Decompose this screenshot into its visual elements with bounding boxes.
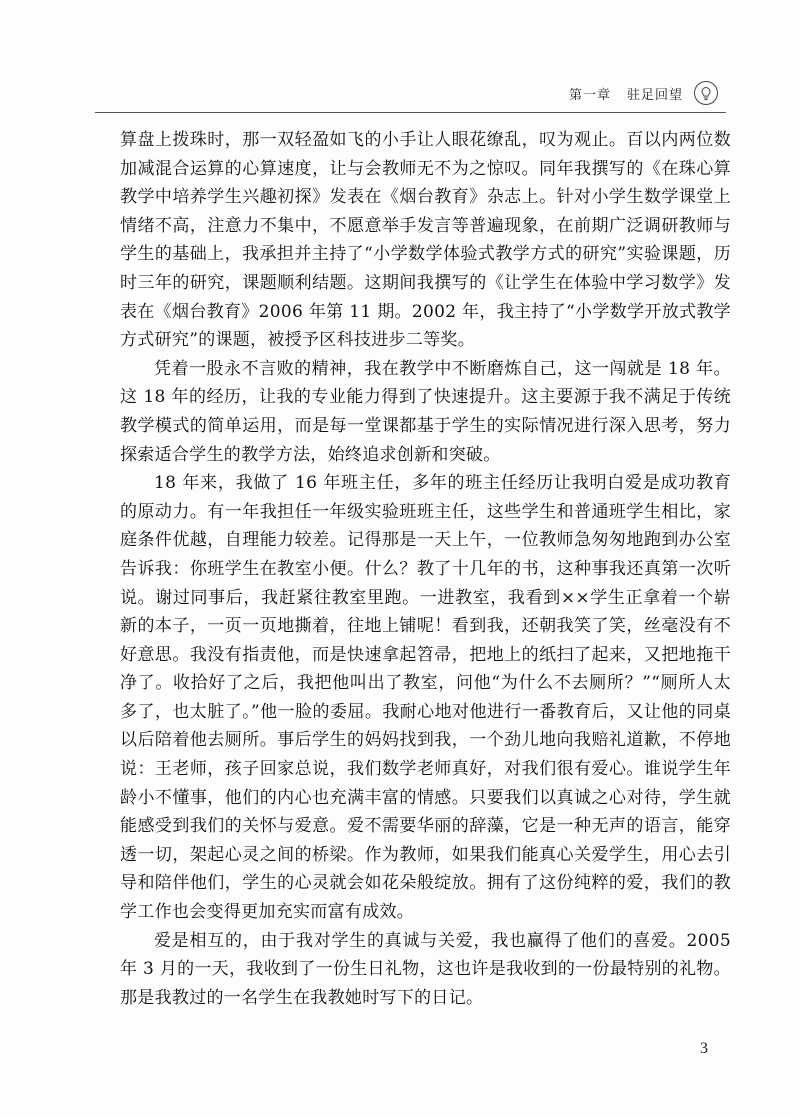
- paragraph-2: 凭着一股永不言败的精神，我在教学中不断磨炼自己，这一闯就是 18 年。这 18 年的经历，让我的专业能力得到了快速提升。这主要源于我不满足于传统教学模式的简单运用，而是每一堂课都基于学生的实际情况进行深入思考，努力探索适合学生的教学方法，始终追求创新和突破。: [120, 358, 731, 465]
- header-rule: [95, 112, 726, 113]
- chapter-title: 驻足回望: [626, 87, 683, 103]
- paragraph-4: 爱是相互的，由于我对学生的真诚与关爱，我也赢得了他们的喜爱。2005 年 3 月的一天，我收到了一份生日礼物，这也许是我收到的一份最特别的礼物。那是我教过的一名学生在我教她时写下的日记。: [120, 930, 731, 1008]
- paragraph-3: 18 年来，我做了 16 年班主任，多年的班主任经历让我明白爱是成功教育的原动力。有一年我担任一年级实验班班主任，这些学生和普通班学生相比，家庭条件优越，自理能力较差。记得那是一天上午，一位教师急匆匆地跑到办公室告诉我：你班学生在教室小便。什么？教了十几年的书，这种事我还真第一次听说。谢过同事后，我赶紧往教室里跑。一进教室，我看到××学生正拿着一个崭新的本子，一页一页地撕着，往地上铺呢！看到我，还朝我笑了笑，丝毫没有不好意思。我没有指责他，而是快速拿起笤帚，把地上的纸扫了起来，又把地拖干净了。收拾好了之后，我把他叫出了教室，问他“为什么不去厕所？”“厕所人太多了，也太脏了。”他一脸的委屈。我耐心地对他进行一番教育后，又让他的同桌以后陪着他去厕所。事后学生的妈妈找到我，一个劲儿地向我赔礼道歉，不停地说：王老师，孩子回家总说，我们数学老师真好，对我们很有爱心。谁说学生年龄小不懂事，他们的内心也充满丰富的情感。只要我们以真诚之心对待，学生就能感受到我们的关怀与爱意。爱不需要华丽的辞藻，它是一种无声的语言，能穿透一切，架起心灵之间的桥梁。作为教师，如果我们能真心关爱学生，用心去引导和陪伴他们，学生的心灵就会如花朵般绽放。拥有了这份纯粹的爱，我们的教学工作也会变得更加充实而富有成效。: [120, 473, 731, 923]
- chapter-number: 第一章: [568, 87, 611, 103]
- paragraph-1: 算盘上拨珠时，那一双轻盈如飞的小手让人眼花缭乱，叹为观止。百以内两位数加减混合运算的心算速度，让与会教师无不为之惊叹。同年我撰写的《在珠心算教学中培养学生兴趣初探》发表在《烟台教育》杂志上。针对小学生数学课堂上情绪不高，注意力不集中，不愿意举手发言等普遍现象，在前期广泛调研教师与学生的基础上，我承担并主持了“小学数学体验式教学方式的研究”实验课题，历时三年的研究，课题顺利结题。这期间我撰写的《让学生在体验中学习数学》发表在《烟台教育》2006 年第 11 期。2002 年，我主持了“小学数学开放式教学方式研究”的课题，被授予区科技进步二等奖。: [120, 130, 731, 351]
- lightbulb-icon: [693, 80, 719, 106]
- body-text: [120, 126, 731, 1012]
- running-header: [569, 82, 719, 104]
- page-number: 3: [700, 1040, 708, 1057]
